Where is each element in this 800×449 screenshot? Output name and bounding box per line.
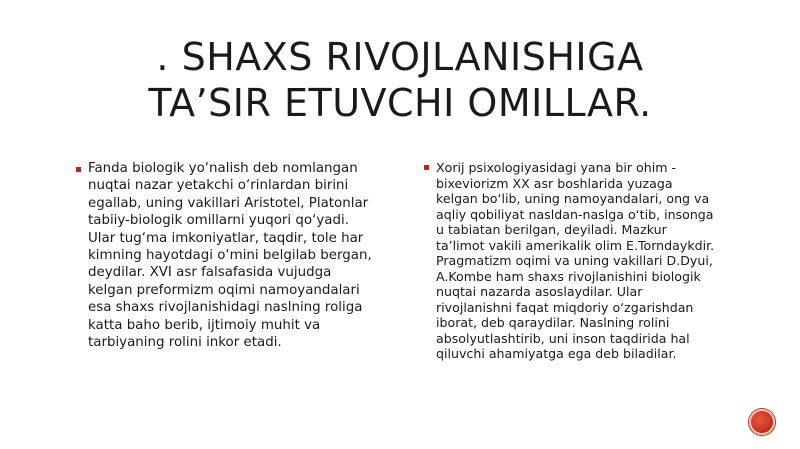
slide-title-line-1: . SHAXS RIVOJLANISHIGA bbox=[156, 35, 644, 79]
slide-title-line-2: TA’SIR ETUVCHI OMILLAR. bbox=[148, 81, 652, 125]
left-content-column bbox=[76, 160, 376, 351]
left-bullet-text: Fanda biologik yo‘nalish deb nomlangan nuqtai nazar yetakchi o‘rinlardan birini egallab, uning vakillari Aristotel, Platonlar tabiiy-biologik omillarni yuqori qo‘yadi. Ular tug‘ma imkoniyatlar, taqdir, tole har kimning hayotdagi o‘mini belgilab bergan, deydilar. XVI asr falsafasida vujudga kelgan preformizm oqimi namoyandalari esa shaxs rivojlanishidagi naslning roliga katta baho berib, ijtimoiy muhit va tarbiyaning rolini inkor etadi. bbox=[88, 161, 372, 351]
right-content-column bbox=[424, 160, 716, 362]
left-bullet-item bbox=[76, 160, 376, 351]
slide-title bbox=[0, 34, 800, 126]
bullet-square-icon bbox=[76, 167, 81, 172]
bullet-square-icon bbox=[424, 165, 429, 170]
right-bullet-text: Xorij psixologiyasidagi yana bir ohim - bixeviorizm XX asr boshlarida yuzaga kelgan bo‘lib, uning namoyandalari, ong va aqliy qobiliyat nasldan-naslga o‘tib, insonga u tabiatan berilgan, deyiladi. Mazkur ta’limot vakili amerikalik olim E.Torndaykdir. Pragmatizm oqimi va uning vakillari D.Dyui, A.Kombe ham shaxs rivojlanishini biologik nuqtai nazarda asoslaydilar. Ular rivojlanishni faqat miqdoriy o‘zgarishdan iborat, deb qaraydilar. Naslning rolini absolyutlashtirib, uni inson taqdirida hal qiluvchi ahamiyatga ega deb biladilar. bbox=[436, 160, 715, 361]
circle-button-icon[interactable] bbox=[749, 409, 775, 435]
right-bullet-item bbox=[424, 160, 716, 362]
